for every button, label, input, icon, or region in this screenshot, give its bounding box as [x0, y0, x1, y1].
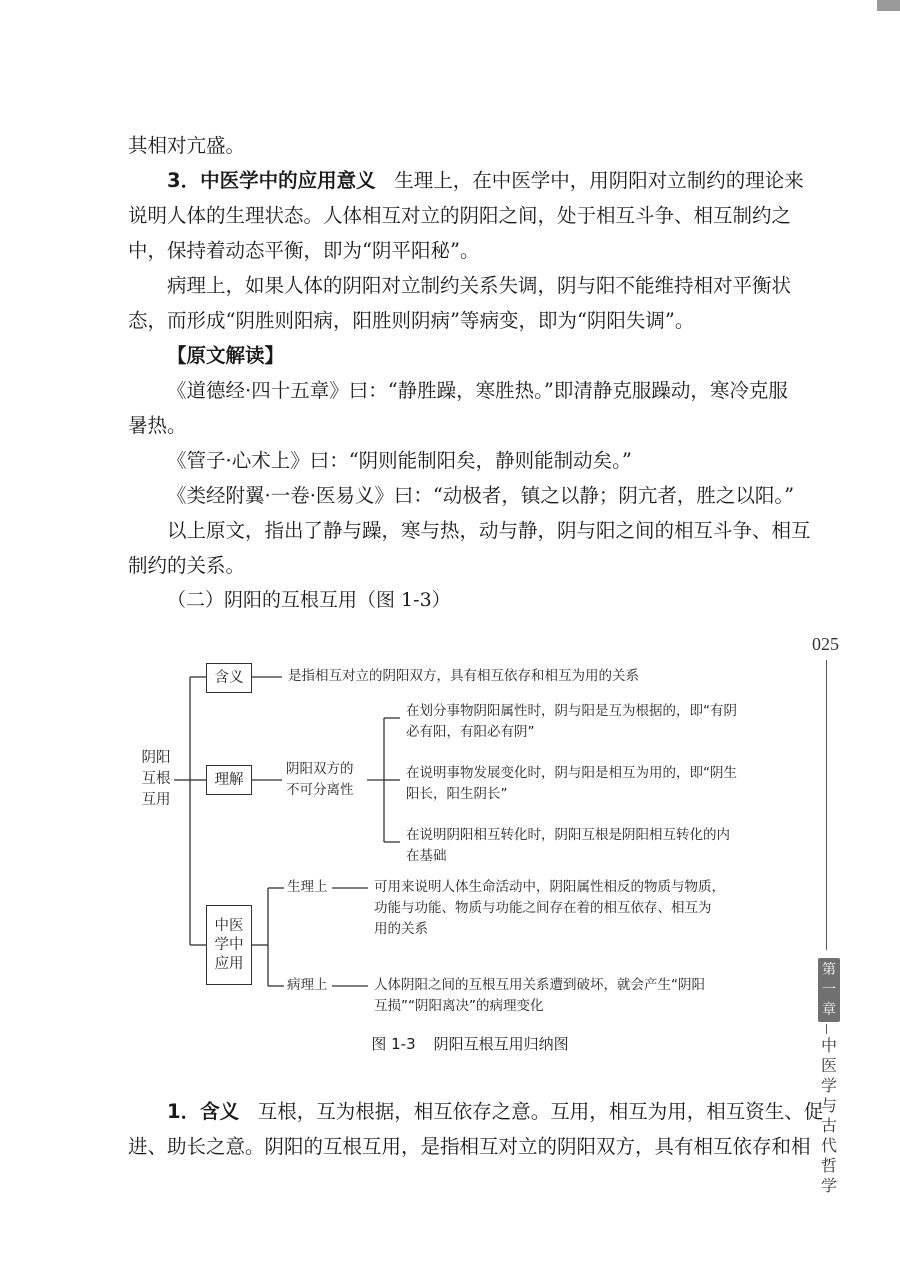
understanding-mid — [286, 759, 354, 801]
chapter-char: 章 — [822, 1002, 836, 1018]
caption-text: 阴阳互根互用归纳图 — [433, 1035, 569, 1053]
chapter-title-char: 古 — [820, 1116, 837, 1135]
understanding-mid-line: 阴阳双方的 — [286, 761, 354, 777]
chapter-title-char: 学 — [820, 1176, 837, 1195]
understanding-item-line: 在说明阴阳相互转化时，阴阳互根是阴阳相互转化的内 — [406, 827, 730, 843]
physiology-text — [374, 877, 725, 940]
quote-line: 暑热。 — [128, 414, 187, 437]
chapter-title-char: 与 — [820, 1096, 837, 1115]
subsection-title: （二）阴阳的互根互用 — [167, 589, 358, 611]
node-tcm-application — [206, 905, 252, 985]
chapter-title-char: 哲 — [820, 1156, 837, 1175]
tcm-node-line: 应用 — [214, 955, 244, 972]
understanding-item-line: 在说明事物发展变化时，阴与阳是相互为用的，即“阴生 — [406, 765, 737, 781]
text-line: 进、助长之意。阴阳的互根互用，是指相互对立的阴阳双方，具有相互依存和相 — [128, 1135, 811, 1158]
chapter-title-char: 学 — [820, 1076, 837, 1095]
sidebar-rule — [826, 660, 827, 950]
understanding-item — [406, 701, 737, 743]
root-line: 互用 — [141, 792, 171, 808]
understanding-item-line: 在基础 — [406, 848, 447, 864]
tcm-node-line: 中医 — [214, 917, 244, 934]
understanding-item — [406, 763, 737, 805]
text-line: 说明人体的生理状态。人体相互对立的阴阳之间，处于相互斗争、相互制约之 — [128, 204, 792, 227]
caption-number: 图 1-3 — [371, 1035, 416, 1053]
pathology-text — [374, 975, 705, 1017]
text-line: 互根，互为根据，相互依存之意。互用，相互为用，相互资生、促 — [257, 1100, 824, 1123]
understanding-item-line: 必有阳，有阳必有阴” — [406, 724, 535, 740]
understanding-item — [406, 825, 730, 867]
chapter-title — [818, 1036, 840, 1196]
section-heading: 【原文解读】 — [167, 344, 285, 367]
chapter-title-char: 医 — [820, 1056, 837, 1075]
node-meaning: 含义 — [206, 663, 252, 693]
understanding-mid-line: 不可分离性 — [286, 782, 354, 798]
paragraph — [128, 1094, 824, 1129]
chapter-title-char: 中 — [820, 1036, 837, 1055]
sidebar-rule — [826, 1024, 827, 1034]
tcm-node-line: 学中 — [214, 936, 244, 953]
text-line: 态，而形成“阴胜则阳病，阳胜则阴病”等病变，即为“阴阳失调”。 — [128, 309, 695, 332]
chapter-char: 第 — [822, 962, 836, 978]
body-text-bottom — [128, 1094, 824, 1164]
text-line: 中，保持着动态平衡，即为“阴平阳秘”。 — [128, 239, 480, 262]
node-understanding: 理解 — [206, 765, 252, 795]
understanding-item-line: 阳长，阳生阴长” — [406, 786, 508, 802]
root-line: 互根 — [141, 771, 171, 787]
subsection-heading — [128, 583, 798, 618]
text-line: 生理上，在中医学中，用阴阳对立制约的理论来 — [394, 169, 804, 192]
text-line: 以上原文，指出了静与躁，寒与热，动与静，阴与阳之间的相互斗争、相互 — [167, 519, 811, 542]
meaning-text: 是指相互对立的阴阳双方，具有相互依存和相互为用的关系 — [288, 668, 639, 684]
root-node — [138, 748, 174, 811]
figure-caption — [130, 1033, 810, 1054]
paragraph: 其相对亢盛。 — [128, 134, 246, 157]
paragraph-title: 3．中医学中的应用意义 — [167, 169, 376, 192]
quote-line: 《道德经·四十五章》曰：“静胜躁，寒胜热。”即清静克服躁动，寒冷克服 — [167, 379, 788, 402]
yin-yang-diagram — [130, 655, 810, 1053]
text-line: 病理上，如果人体的阴阳对立制约关系失调，阴与阳不能维持相对平衡状 — [167, 274, 792, 297]
pathology-line: 互损”“阴阳离决”的病理变化 — [374, 998, 544, 1014]
chapter-title-char: 代 — [820, 1136, 837, 1155]
physiology-line: 用的关系 — [374, 921, 428, 937]
page-number: 025 — [812, 634, 839, 654]
physiology-label: 生理上 — [287, 879, 328, 895]
chapter-char: 一 — [822, 982, 836, 998]
text-line: 制约的关系。 — [128, 554, 246, 577]
body-text-top — [128, 128, 811, 618]
physiology-line: 功能与功能、物质与功能之间存在着的相互依存、相互为 — [374, 900, 712, 916]
pathology-line: 人体阴阳之间的互根互用关系遭到破坏，就会产生“阴阳 — [374, 977, 705, 993]
pathology-label: 病理上 — [287, 977, 328, 993]
paragraph-title: 1．含义 — [167, 1100, 240, 1123]
root-line: 阴阳 — [141, 750, 171, 766]
page-corner-mark — [877, 0, 900, 11]
quote-line: 《类经附翼·一卷·医易义》曰：“动极者，镇之以静；阴亢者，胜之以阳。” — [167, 484, 795, 507]
figure-ref: （图 1-3） — [357, 589, 451, 611]
understanding-item-line: 在划分事物阴阳属性时，阴与阳是互为根据的，即“有阴 — [406, 703, 737, 719]
physiology-line: 可用来说明人体生命活动中，阴阳属性相反的物质与物质， — [374, 879, 725, 895]
chapter-tab — [818, 958, 840, 1022]
paragraph — [128, 163, 804, 198]
quote-line: 《管子·心术上》曰：“阴则能制阳矣，静则能制动矣。” — [167, 449, 632, 472]
